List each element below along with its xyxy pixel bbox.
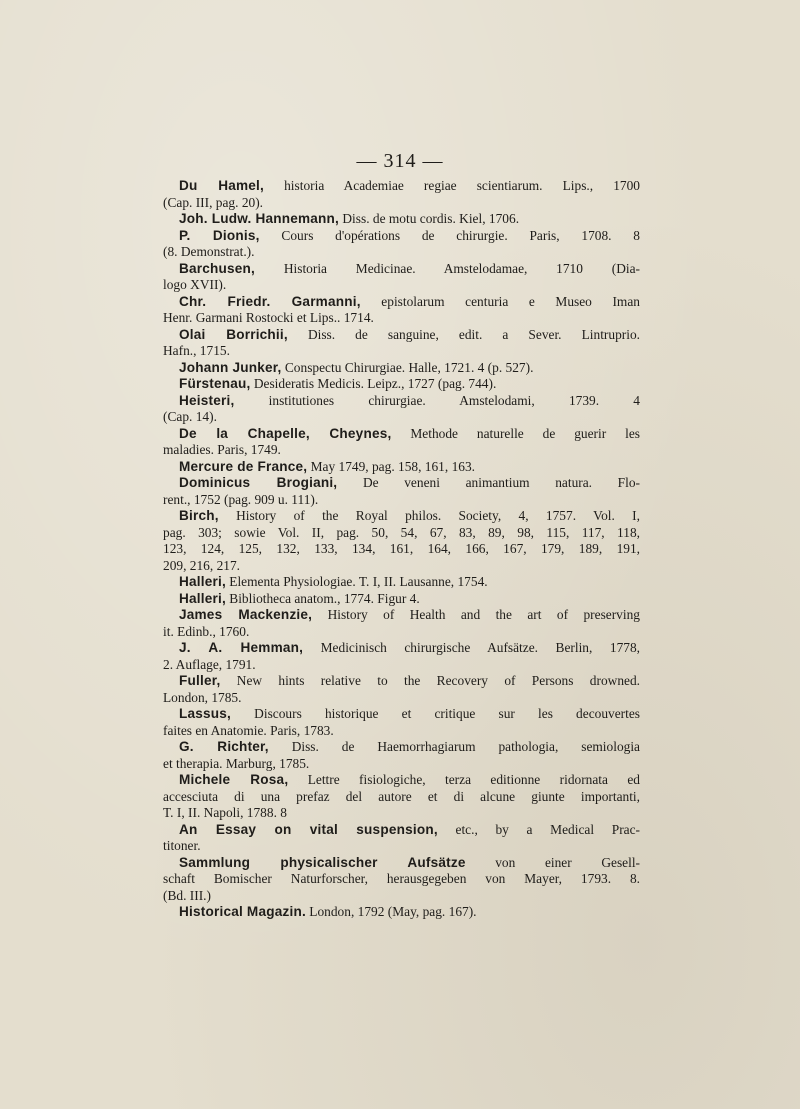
entry-continuation-line: Henr. Garmani Rostocki et Lips.. 1714. — [163, 310, 374, 325]
entry-text: historia Academiae regiae scientiarum. Lips., 1700 — [264, 178, 640, 193]
bibliography-entry — [163, 426, 640, 459]
entry-continuation-line: titoner. — [163, 838, 201, 853]
entry-continuation-line: (Cap. 14). — [163, 409, 217, 424]
entry-text: Diss. de motu cordis. Kiel, 1706. — [339, 211, 520, 226]
entry-text: epistolarum centuria e Museo Iman — [360, 293, 640, 309]
entry-author: Historical Magazin. — [179, 904, 306, 919]
entry-text: London, 1792 (May, pag. 167). — [305, 904, 477, 919]
entry-author: Sammlung physicalischer Aufsätze — [179, 854, 466, 870]
bibliography-entry — [163, 739, 640, 772]
bibliography-entry — [163, 211, 640, 228]
entry-text: History of Health and the art of preserving — [312, 607, 640, 622]
page-number: — 314 — — [356, 150, 444, 172]
bibliography-entry — [163, 360, 640, 377]
entry-continuation-line: 123, 124, 125, 132, 133, 134, 161, 164, 166, 167, 179, 189, 191, — [163, 541, 640, 556]
bibliography-entry — [163, 591, 640, 608]
entry-continuation-line: et therapia. Marburg, 1785. — [163, 755, 310, 771]
entry-continuation-line: maladies. Paris, 1749. — [163, 442, 281, 457]
entry-continuation-line: T. I, II. Napoli, 1788. 8 — [163, 805, 287, 820]
entry-continuation-line: 209, 216, 217. — [163, 557, 240, 573]
entry-text: Historia Medicinae. Amstelodamae, 1710 (Dia- — [255, 260, 640, 276]
entry-continuation-line: (Bd. III.) — [163, 887, 211, 903]
bibliography-entry — [163, 706, 640, 739]
entry-author: G. Richter, — [179, 739, 269, 754]
entry-continuation-line: London, 1785. — [163, 689, 242, 705]
bibliography-entry — [163, 376, 640, 393]
entry-author: Heisteri, — [179, 392, 235, 408]
entry-author: J. A. Hemman, — [179, 640, 304, 655]
entry-author: P. Dionis, — [179, 227, 260, 243]
entry-author: De la Chapelle, Cheynes, — [179, 425, 392, 441]
entry-author: Lassus, — [179, 706, 232, 721]
bibliography-entry — [163, 294, 640, 327]
entry-author: An Essay on vital suspension, — [179, 821, 438, 837]
entry-text: Lettre fisiologiche, terza editionne ridornata ed — [288, 772, 640, 787]
entry-author: Olai Borrichii, — [179, 326, 288, 342]
entry-text: von einer Gesell- — [465, 854, 641, 870]
entry-author: Mercure de France, — [179, 458, 308, 474]
entry-author: Michele Rosa, — [179, 772, 289, 787]
bibliography-entry — [163, 574, 640, 591]
bibliography-entry — [163, 772, 640, 822]
entry-text: Desideratis Medicis. Leipz., 1727 (pag. 744). — [250, 376, 497, 391]
entry-text: Methode naturelle de guerir les — [391, 425, 640, 441]
entry-text: May 1749, pag. 158, 161, 163. — [307, 458, 476, 474]
bibliography-entry — [163, 393, 640, 426]
bibliography-entry — [163, 640, 640, 673]
entry-text: New hints relative to the Recovery of Persons drowned. — [220, 673, 640, 688]
entry-text: Elementa Physiologiae. T. I, II. Lausanne, 1754. — [225, 574, 488, 589]
bibliography-entry — [163, 508, 640, 574]
entry-author: Barchusen, — [179, 260, 256, 276]
entry-text: Bibliotheca anatom., 1774. Figur 4. — [225, 590, 420, 606]
entry-text: Diss. de Haemorrhagiarum pathologia, semiologia — [268, 739, 640, 754]
entry-continuation-line: schaft Bomischer Naturforscher, herausgegeben von Mayer, 1793. 8. — [163, 871, 640, 886]
bibliography-entry — [163, 459, 640, 476]
entry-author: Chr. Friedr. Garmanni, — [179, 293, 361, 309]
entry-text: etc., by a Medical Prac- — [437, 821, 640, 837]
entry-continuation-line: it. Edinb., 1760. — [163, 623, 250, 639]
entry-text: De veneni animantium natura. Flo- — [337, 475, 640, 490]
bibliography-entry — [163, 327, 640, 360]
entry-text: Medicinisch chirurgische Aufsätze. Berlin, 1778, — [303, 640, 640, 655]
entry-text: Diss. de sanguine, edit. a Sever. Lintruprio. — [287, 326, 640, 342]
bibliography-entry — [163, 228, 640, 261]
entry-continuation-line: Hafn., 1715. — [163, 343, 230, 358]
bibliography-entry — [163, 261, 640, 294]
bibliography-entry — [163, 855, 640, 905]
entry-author: Birch, — [179, 508, 219, 523]
entry-continuation-line: pag. 303; sowie Vol. II, pag. 50, 54, 67, 83, 89, 98, 115, 117, 118, — [163, 524, 640, 540]
entry-author: Halleri, — [179, 574, 226, 589]
entry-continuation-line: rent., 1752 (pag. 909 u. 111). — [163, 491, 319, 507]
entry-continuation-line: logo XVII). — [163, 277, 227, 292]
entry-author: Halleri, — [179, 590, 226, 606]
entry-author: Joh. Ludw. Hannemann, — [179, 211, 340, 226]
entry-text: History of the Royal philos. Society, 4, 1757. Vol. I, — [218, 508, 640, 523]
entry-author: Du Hamel, — [179, 178, 265, 193]
entry-author: Johann Junker, — [179, 359, 282, 375]
bibliography-entry — [163, 673, 640, 706]
entry-continuation-line: accesciuta di una prefaz del autore et di alcune giunte importanti, — [163, 788, 640, 804]
entry-text: Discours historique et critique sur les decouvertes — [231, 706, 640, 721]
entry-continuation-line: 2. Auflage, 1791. — [163, 656, 256, 672]
bibliography-entry — [163, 475, 640, 508]
entry-text: Cours d'opérations de chirurgie. Paris, 1708. 8 — [259, 227, 641, 243]
entry-text: Conspectu Chirurgiae. Halle, 1721. 4 (p. 527). — [281, 359, 534, 375]
entry-author: James Mackenzie, — [179, 607, 313, 622]
entry-continuation-line: (8. Demonstrat.). — [163, 244, 255, 259]
entry-text: institutiones chirurgiae. Amstelodami, 1739. 4 — [234, 392, 640, 408]
entry-continuation-line: faites en Anatomie. Paris, 1783. — [163, 722, 334, 738]
bibliography-list — [163, 178, 640, 921]
entry-author: Fuller, — [179, 673, 221, 688]
bibliography-entry — [163, 178, 640, 211]
entry-author: Dominicus Brogiani, — [179, 475, 338, 490]
entry-author: Fürstenau, — [179, 376, 251, 391]
bibliography-entry — [163, 607, 640, 640]
bibliography-entry — [163, 822, 640, 855]
bibliography-entry — [163, 904, 640, 921]
entry-continuation-line: (Cap. III, pag. 20). — [163, 194, 264, 210]
